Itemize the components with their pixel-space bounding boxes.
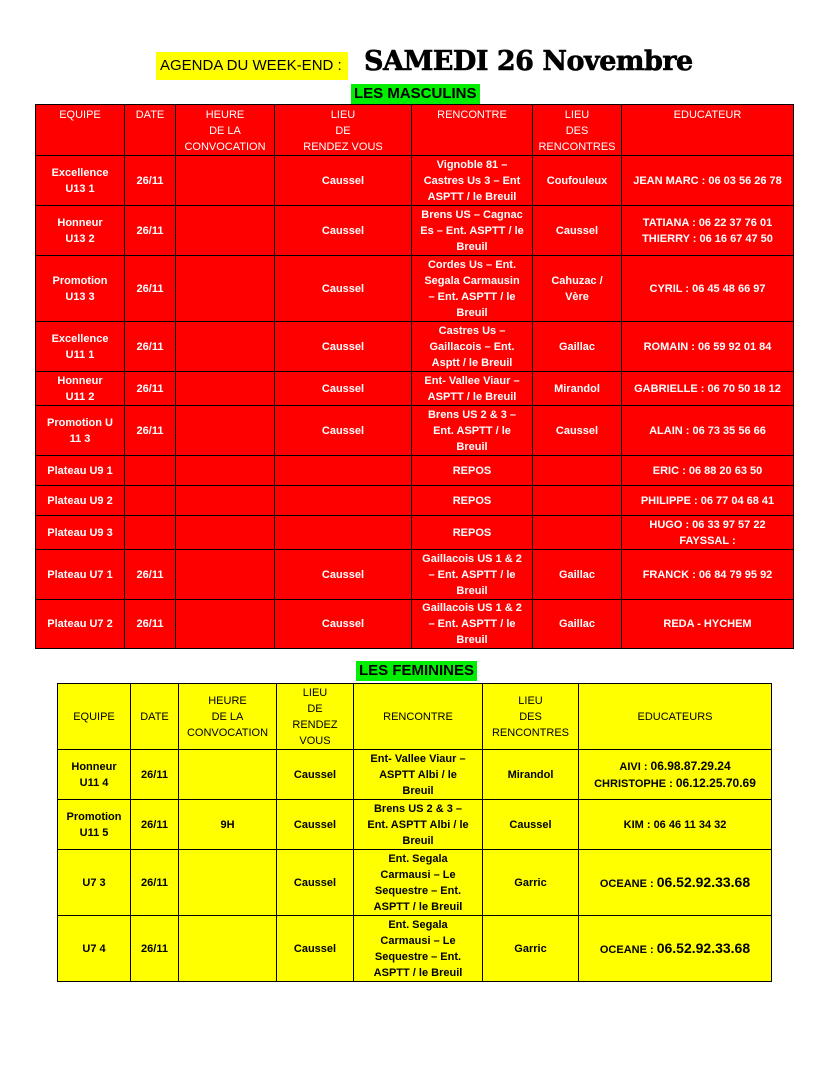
cell-educateur: ERIC : 06 88 20 63 50 [622, 456, 794, 486]
cell-date [125, 456, 176, 486]
column-header: HEURE DE LA CONVOCATION [179, 684, 277, 750]
educator-phone: 06.52.92.33.68 [656, 873, 751, 890]
cell-equipe: U7 3 [58, 850, 131, 916]
page-title: SAMEDI 26 Novembre [364, 46, 693, 77]
cell-lieu-rencontre: Coufouleux [533, 156, 622, 206]
masculins-section-title: LES MASCULINS [351, 84, 480, 104]
educator-name: OCEANE : [599, 877, 657, 890]
cell-rencontre: Brens US 2 & 3 – Ent. ASPTT / le Breuil [412, 406, 533, 456]
cell-date: 26/11 [125, 156, 176, 206]
column-header: DATE [125, 105, 176, 156]
cell-educateur: PHILIPPE : 06 77 04 68 41 [622, 486, 794, 516]
educator-phone: 06.12.25.70.69 [675, 775, 756, 790]
table-row [58, 800, 772, 850]
cell-heure [176, 206, 275, 256]
cell-lieu-rencontre: Cahuzac / Vère [533, 256, 622, 322]
table-row [36, 406, 794, 456]
cell-lieu-rdv: Caussel [275, 156, 412, 206]
table-row [36, 550, 794, 600]
cell-lieu-rencontre: Garric [483, 916, 579, 982]
cell-heure [176, 516, 275, 550]
cell-date: 26/11 [125, 322, 176, 372]
cell-rencontre: Cordes Us – Ent. Segala Carmausin – Ent. ASPTT / le Breuil [412, 256, 533, 322]
cell-heure [176, 600, 275, 649]
cell-lieu-rencontre: Caussel [533, 206, 622, 256]
cell-lieu-rencontre: Gaillac [533, 322, 622, 372]
educator-phone: 06.98.87.29.24 [650, 758, 731, 773]
cell-heure: 9H [179, 800, 277, 850]
cell-date: 26/11 [125, 600, 176, 649]
educator-phone: 06.52.92.33.68 [656, 939, 751, 956]
table-row [58, 750, 772, 800]
cell-rencontre: Ent. Segala Carmausi – Le Sequestre – Ent. ASPTT / le Breuil [354, 850, 483, 916]
cell-date: 26/11 [125, 256, 176, 322]
cell-lieu-rencontre [533, 456, 622, 486]
column-header: RENCONTRE [354, 684, 483, 750]
cell-heure [176, 456, 275, 486]
cell-lieu-rencontre: Garric [483, 850, 579, 916]
educator-name: KIM : 06 46 11 34 32 [623, 818, 727, 831]
cell-heure [179, 750, 277, 800]
educator-name: OCEANE : [599, 943, 657, 956]
cell-heure [176, 256, 275, 322]
cell-rencontre: REPOS [412, 456, 533, 486]
cell-rencontre: Brens US 2 & 3 – Ent. ASPTT Albi / le Breuil [354, 800, 483, 850]
column-header: RENCONTRE [412, 105, 533, 156]
cell-lieu-rencontre: Caussel [483, 800, 579, 850]
cell-lieu-rdv: Caussel [277, 800, 354, 850]
cell-heure [179, 916, 277, 982]
cell-rencontre: Ent. Segala Carmausi – Le Sequestre – Ent. ASPTT / le Breuil [354, 916, 483, 982]
cell-equipe: Plateau U9 1 [36, 456, 125, 486]
agenda-label: AGENDA DU WEEK-END : [156, 52, 348, 80]
table-row [36, 372, 794, 406]
cell-educateur: GABRIELLE : 06 70 50 18 12 [622, 372, 794, 406]
cell-lieu-rdv [275, 456, 412, 486]
cell-rencontre: REPOS [412, 516, 533, 550]
cell-lieu-rdv: Caussel [275, 600, 412, 649]
column-header: HEURE DE LA CONVOCATION [176, 105, 275, 156]
cell-date: 26/11 [131, 916, 179, 982]
cell-heure [179, 850, 277, 916]
cell-educateur: JEAN MARC : 06 03 56 26 78 [622, 156, 794, 206]
cell-lieu-rdv: Caussel [275, 406, 412, 456]
column-header: LIEU DES RENCONTRES [483, 684, 579, 750]
cell-equipe: Honneur U11 4 [58, 750, 131, 800]
cell-heure [176, 486, 275, 516]
cell-lieu-rencontre: Gaillac [533, 550, 622, 600]
cell-lieu-rdv: Caussel [277, 916, 354, 982]
cell-lieu-rencontre: Mirandol [533, 372, 622, 406]
cell-educateur: HUGO : 06 33 97 57 22 FAYSSAL : [622, 516, 794, 550]
cell-educateurs [579, 800, 772, 850]
cell-educateur: ALAIN : 06 73 35 56 66 [622, 406, 794, 456]
cell-heure [176, 406, 275, 456]
cell-lieu-rencontre: Caussel [533, 406, 622, 456]
cell-equipe: Excellence U13 1 [36, 156, 125, 206]
cell-educateur: CYRIL : 06 45 48 66 97 [622, 256, 794, 322]
column-header: EQUIPE [58, 684, 131, 750]
cell-lieu-rdv: Caussel [275, 550, 412, 600]
cell-lieu-rdv: Caussel [275, 206, 412, 256]
cell-heure [176, 372, 275, 406]
cell-equipe: Excellence U11 1 [36, 322, 125, 372]
table-row [36, 486, 794, 516]
educator-name: AIVI : [619, 760, 651, 773]
table-row [58, 916, 772, 982]
table-row [36, 322, 794, 372]
cell-rencontre: Gaillacois US 1 & 2 – Ent. ASPTT / le Breuil [412, 550, 533, 600]
cell-equipe: Promotion U13 3 [36, 256, 125, 322]
table-row [36, 516, 794, 550]
cell-lieu-rdv [275, 486, 412, 516]
table-row [36, 256, 794, 322]
cell-lieu-rencontre [533, 516, 622, 550]
cell-date: 26/11 [125, 406, 176, 456]
column-header: LIEU DE RENDEZ VOUS [277, 684, 354, 750]
column-header: DATE [131, 684, 179, 750]
table-row [36, 456, 794, 486]
feminines-table [57, 683, 772, 982]
cell-rencontre: Vignoble 81 – Castres Us 3 – Ent ASPTT / le Breuil [412, 156, 533, 206]
cell-equipe: Honneur U11 2 [36, 372, 125, 406]
cell-lieu-rdv [275, 516, 412, 550]
cell-educateur: FRANCK : 06 84 79 95 92 [622, 550, 794, 600]
cell-date: 26/11 [131, 800, 179, 850]
cell-educateurs [579, 850, 772, 916]
cell-educateur: TATIANA : 06 22 37 76 01 THIERRY : 06 16 67 47 50 [622, 206, 794, 256]
cell-rencontre: Ent- Vallee Viaur – ASPTT Albi / le Breuil [354, 750, 483, 800]
cell-heure [176, 550, 275, 600]
cell-equipe: Promotion U11 5 [58, 800, 131, 850]
table-row [36, 600, 794, 649]
table-header-row [58, 684, 772, 750]
cell-date: 26/11 [131, 850, 179, 916]
cell-date: 26/11 [125, 550, 176, 600]
feminines-section-title: LES FEMININES [356, 661, 477, 681]
cell-date [125, 486, 176, 516]
cell-heure [176, 156, 275, 206]
page-header [0, 44, 836, 84]
cell-date: 26/11 [131, 750, 179, 800]
column-header: LIEU DES RENCONTRES [533, 105, 622, 156]
cell-lieu-rencontre [533, 486, 622, 516]
cell-rencontre: Ent- Vallee Viaur – ASPTT / le Breuil [412, 372, 533, 406]
cell-lieu-rdv: Caussel [277, 850, 354, 916]
cell-rencontre: REPOS [412, 486, 533, 516]
column-header: LIEU DE RENDEZ VOUS [275, 105, 412, 156]
column-header: EDUCATEURS [579, 684, 772, 750]
cell-date: 26/11 [125, 372, 176, 406]
cell-lieu-rencontre: Gaillac [533, 600, 622, 649]
cell-educateur: REDA - HYCHEM [622, 600, 794, 649]
cell-equipe: Honneur U13 2 [36, 206, 125, 256]
table-row [58, 850, 772, 916]
cell-date: 26/11 [125, 206, 176, 256]
table-row [36, 206, 794, 256]
cell-equipe: Plateau U7 1 [36, 550, 125, 600]
cell-lieu-rdv: Caussel [275, 322, 412, 372]
cell-rencontre: Gaillacois US 1 & 2 – Ent. ASPTT / le Breuil [412, 600, 533, 649]
educator-name: CHRISTOPHE : [594, 777, 676, 790]
cell-lieu-rdv: Caussel [275, 256, 412, 322]
cell-equipe: Plateau U9 2 [36, 486, 125, 516]
cell-heure [176, 322, 275, 372]
cell-equipe: U7 4 [58, 916, 131, 982]
masculins-table [35, 104, 794, 649]
cell-equipe: Promotion U 11 3 [36, 406, 125, 456]
cell-lieu-rdv: Caussel [275, 372, 412, 406]
cell-educateurs [579, 916, 772, 982]
column-header: EDUCATEUR [622, 105, 794, 156]
cell-equipe: Plateau U9 3 [36, 516, 125, 550]
cell-lieu-rencontre: Mirandol [483, 750, 579, 800]
column-header: EQUIPE [36, 105, 125, 156]
cell-rencontre: Castres Us – Gaillacois – Ent. Asptt / le Breuil [412, 322, 533, 372]
cell-rencontre: Brens US – Cagnac Es – Ent. ASPTT / le Breuil [412, 206, 533, 256]
cell-equipe: Plateau U7 2 [36, 600, 125, 649]
cell-lieu-rdv: Caussel [277, 750, 354, 800]
cell-educateur: ROMAIN : 06 59 92 01 84 [622, 322, 794, 372]
table-header-row [36, 105, 794, 156]
cell-educateurs [579, 750, 772, 800]
cell-date [125, 516, 176, 550]
table-row [36, 156, 794, 206]
